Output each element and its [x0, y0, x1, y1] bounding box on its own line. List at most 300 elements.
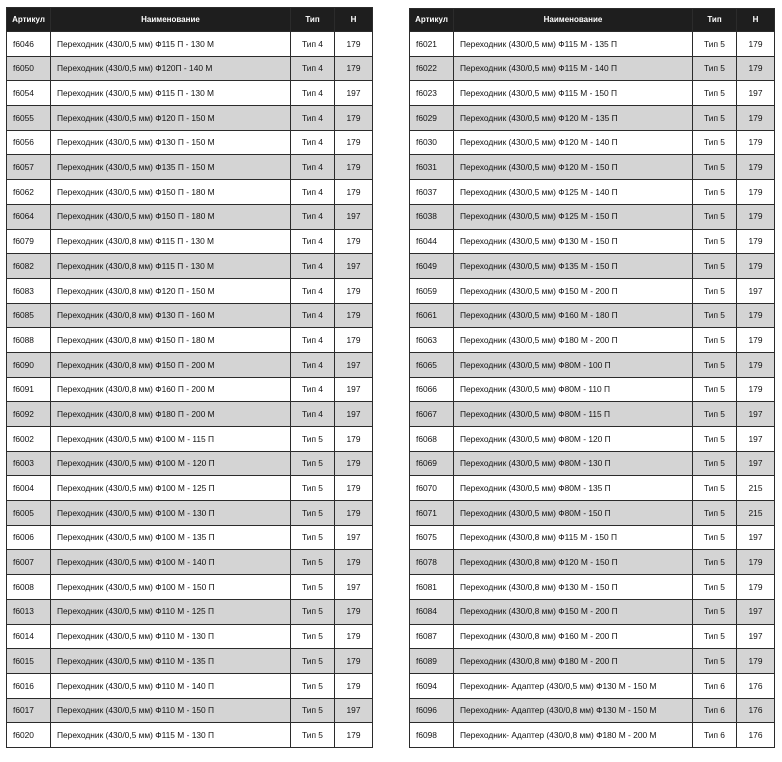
cell-type: Тип 5	[693, 649, 737, 674]
cell-type: Тип 5	[693, 352, 737, 377]
cell-type: Тип 6	[693, 673, 737, 698]
cell-h: 179	[335, 130, 373, 155]
cell-article: f6066	[410, 377, 454, 402]
cell-type: Тип 5	[291, 575, 335, 600]
cell-article: f6007	[7, 550, 51, 575]
cell-h: 179	[737, 352, 775, 377]
cell-article: f6063	[410, 328, 454, 353]
cell-name: Переходник (430/0,5 мм) Ф80М - 100 П	[454, 352, 693, 377]
header-article: Артикул	[7, 8, 51, 32]
cell-name: Переходник (430/0,5 мм) Ф115 М - 150 П	[454, 81, 693, 106]
table-row	[410, 550, 775, 575]
cell-name: Переходник (430/0,8 мм) Ф180 М - 200 П	[454, 649, 693, 674]
cell-name: Переходник (430/0,5 мм) Ф100 М - 135 П	[51, 525, 291, 550]
table-header-row	[410, 9, 775, 32]
header-type: Тип	[291, 8, 335, 32]
cell-h: 179	[335, 303, 373, 328]
cell-article: f6088	[7, 328, 51, 353]
cell-article: f6038	[410, 204, 454, 229]
cell-name: Переходник (430/0,8 мм) Ф130 М - 150 П	[454, 575, 693, 600]
cell-h: 197	[335, 698, 373, 723]
cell-name: Переходник (430/0,8 мм) Ф150 П - 180 М	[51, 328, 291, 353]
cell-name: Переходник (430/0,5 мм) Ф80М - 120 П	[454, 427, 693, 452]
cell-article: f6098	[410, 723, 454, 748]
cell-type: Тип 5	[291, 476, 335, 501]
cell-type: Тип 5	[693, 81, 737, 106]
cell-article: f6075	[410, 525, 454, 550]
cell-type: Тип 5	[693, 575, 737, 600]
cell-type: Тип 4	[291, 352, 335, 377]
cell-article: f6003	[7, 451, 51, 476]
cell-name: Переходник (430/0,5 мм) Ф120 М - 150 П	[454, 155, 693, 180]
cell-h: 176	[737, 698, 775, 723]
cell-name: Переходник (430/0,5 мм) Ф115 П - 130 М	[51, 81, 291, 106]
cell-article: f6016	[7, 673, 51, 698]
cell-article: f6031	[410, 155, 454, 180]
cell-name: Переходник (430/0,8 мм) Ф180 П - 200 М	[51, 402, 291, 427]
cell-article: f6090	[7, 352, 51, 377]
cell-h: 179	[737, 254, 775, 279]
cell-h: 197	[335, 81, 373, 106]
table-row	[410, 32, 775, 57]
table-row	[7, 599, 373, 624]
cell-name: Переходник (430/0,5 мм) Ф120П - 140 М	[51, 56, 291, 81]
cell-type: Тип 4	[291, 32, 335, 57]
cell-type: Тип 4	[291, 204, 335, 229]
cell-h: 179	[335, 278, 373, 303]
cell-article: f6091	[7, 377, 51, 402]
cell-name: Переходник (430/0,5 мм) Ф100 М - 115 П	[51, 427, 291, 452]
cell-type: Тип 4	[291, 328, 335, 353]
table-row	[410, 476, 775, 501]
cell-type: Тип 5	[693, 278, 737, 303]
cell-type: Тип 5	[291, 723, 335, 748]
table-row	[410, 501, 775, 526]
cell-article: f6096	[410, 698, 454, 723]
table-row	[410, 303, 775, 328]
table-row	[7, 229, 373, 254]
cell-type: Тип 5	[693, 624, 737, 649]
cell-name: Переходник (430/0,5 мм) Ф100 М - 140 П	[51, 550, 291, 575]
cell-type: Тип 5	[693, 525, 737, 550]
cell-h: 179	[335, 155, 373, 180]
cell-type: Тип 5	[693, 476, 737, 501]
cell-article: f6044	[410, 229, 454, 254]
cell-type: Тип 5	[693, 501, 737, 526]
table-row	[410, 402, 775, 427]
table-row	[410, 81, 775, 106]
cell-name: Переходник (430/0,5 мм) Ф150 П - 180 М	[51, 180, 291, 205]
cell-name: Переходник (430/0,5 мм) Ф115 М - 130 П	[51, 723, 291, 748]
cell-article: f6059	[410, 278, 454, 303]
table-row	[7, 303, 373, 328]
cell-h: 179	[335, 599, 373, 624]
cell-type: Тип 5	[291, 550, 335, 575]
table-body-right	[410, 32, 775, 748]
cell-name: Переходник (430/0,5 мм) Ф130 П - 150 М	[51, 130, 291, 155]
cell-article: f6071	[410, 501, 454, 526]
cell-name: Переходник (430/0,8 мм) Ф160 М - 200 П	[454, 624, 693, 649]
table-row	[7, 402, 373, 427]
cell-name: Переходник (430/0,8 мм) Ф160 П - 200 М	[51, 377, 291, 402]
cell-type: Тип 4	[291, 106, 335, 131]
cell-article: f6005	[7, 501, 51, 526]
cell-name: Переходник (430/0,8 мм) Ф150 М - 200 П	[454, 599, 693, 624]
table-row	[7, 501, 373, 526]
table-row	[410, 624, 775, 649]
table-row	[410, 352, 775, 377]
table-row	[7, 130, 373, 155]
cell-article: f6062	[7, 180, 51, 205]
table-row	[7, 575, 373, 600]
cell-h: 197	[737, 525, 775, 550]
cell-article: f6013	[7, 599, 51, 624]
cell-h: 215	[737, 476, 775, 501]
cell-name: Переходник (430/0,5 мм) Ф115 П - 130 М	[51, 32, 291, 57]
cell-h: 197	[335, 575, 373, 600]
cell-type: Тип 4	[291, 155, 335, 180]
cell-type: Тип 4	[291, 254, 335, 279]
cell-article: f6002	[7, 427, 51, 452]
cell-h: 179	[737, 32, 775, 57]
cell-h: 197	[737, 624, 775, 649]
cell-type: Тип 5	[693, 254, 737, 279]
cell-h: 179	[335, 476, 373, 501]
cell-article: f6022	[410, 56, 454, 81]
cell-type: Тип 5	[693, 106, 737, 131]
cell-article: f6020	[7, 723, 51, 748]
cell-type: Тип 5	[291, 451, 335, 476]
cell-type: Тип 6	[693, 723, 737, 748]
cell-h: 197	[335, 525, 373, 550]
product-table-left	[6, 7, 373, 748]
cell-article: f6017	[7, 698, 51, 723]
cell-h: 179	[737, 550, 775, 575]
cell-name: Переходник (430/0,5 мм) Ф125 М - 140 П	[454, 180, 693, 205]
cell-name: Переходник- Адаптер (430/0,5 мм) Ф130 М - 150 М	[454, 673, 693, 698]
cell-article: f6049	[410, 254, 454, 279]
cell-name: Переходник (430/0,5 мм) Ф115 М - 135 П	[454, 32, 693, 57]
cell-article: f6094	[410, 673, 454, 698]
cell-name: Переходник (430/0,5 мм) Ф80М - 110 П	[454, 377, 693, 402]
cell-article: f6008	[7, 575, 51, 600]
cell-h: 179	[737, 575, 775, 600]
cell-article: f6023	[410, 81, 454, 106]
cell-type: Тип 4	[291, 402, 335, 427]
cell-name: Переходник (430/0,5 мм) Ф110 М - 125 П	[51, 599, 291, 624]
cell-article: f6055	[7, 106, 51, 131]
table-row	[7, 427, 373, 452]
cell-article: f6068	[410, 427, 454, 452]
table-row	[7, 525, 373, 550]
cell-article: f6070	[410, 476, 454, 501]
cell-name: Переходник (430/0,5 мм) Ф160 М - 180 П	[454, 303, 693, 328]
header-name: Наименование	[51, 8, 291, 32]
cell-name: Переходник (430/0,5 мм) Ф110 М - 140 П	[51, 673, 291, 698]
cell-type: Тип 5	[693, 130, 737, 155]
cell-article: f6069	[410, 451, 454, 476]
cell-type: Тип 5	[693, 303, 737, 328]
cell-name: Переходник (430/0,8 мм) Ф115 М - 150 П	[454, 525, 693, 550]
cell-type: Тип 5	[291, 624, 335, 649]
cell-article: f6065	[410, 352, 454, 377]
cell-h: 179	[335, 56, 373, 81]
cell-article: f6083	[7, 278, 51, 303]
cell-h: 179	[335, 106, 373, 131]
cell-article: f6084	[410, 599, 454, 624]
cell-type: Тип 4	[291, 303, 335, 328]
cell-article: f6046	[7, 32, 51, 57]
cell-name: Переходник (430/0,8 мм) Ф120 М - 150 П	[454, 550, 693, 575]
cell-h: 176	[737, 723, 775, 748]
cell-h: 179	[737, 130, 775, 155]
cell-article: f6015	[7, 649, 51, 674]
cell-name: Переходник (430/0,5 мм) Ф115 М - 140 П	[454, 56, 693, 81]
cell-name: Переходник (430/0,5 мм) Ф150 М - 200 П	[454, 278, 693, 303]
table-row	[410, 278, 775, 303]
cell-type: Тип 5	[291, 501, 335, 526]
cell-type: Тип 5	[291, 698, 335, 723]
header-type: Тип	[693, 9, 737, 32]
cell-h: 179	[335, 649, 373, 674]
cell-article: f6078	[410, 550, 454, 575]
table-row	[7, 278, 373, 303]
cell-h: 179	[335, 180, 373, 205]
cell-type: Тип 4	[291, 229, 335, 254]
cell-name: Переходник (430/0,8 мм) Ф115 П - 130 М	[51, 254, 291, 279]
cell-h: 197	[737, 402, 775, 427]
cell-article: f6064	[7, 204, 51, 229]
cell-name: Переходник (430/0,5 мм) Ф100 М - 130 П	[51, 501, 291, 526]
cell-article: f6082	[7, 254, 51, 279]
cell-h: 179	[737, 649, 775, 674]
cell-h: 176	[737, 673, 775, 698]
table-row	[7, 56, 373, 81]
cell-type: Тип 5	[693, 550, 737, 575]
cell-article: f6079	[7, 229, 51, 254]
cell-type: Тип 5	[291, 599, 335, 624]
cell-h: 179	[335, 501, 373, 526]
header-name: Наименование	[454, 9, 693, 32]
cell-h: 179	[335, 673, 373, 698]
cell-type: Тип 5	[291, 673, 335, 698]
cell-h: 179	[335, 32, 373, 57]
cell-h: 179	[335, 624, 373, 649]
cell-type: Тип 5	[693, 599, 737, 624]
cell-h: 197	[335, 402, 373, 427]
cell-h: 215	[737, 501, 775, 526]
header-article: Артикул	[410, 9, 454, 32]
cell-h: 179	[737, 377, 775, 402]
table-row	[410, 328, 775, 353]
cell-name: Переходник (430/0,5 мм) Ф135 П - 150 М	[51, 155, 291, 180]
cell-h: 179	[737, 155, 775, 180]
cell-type: Тип 5	[693, 229, 737, 254]
cell-name: Переходник (430/0,5 мм) Ф130 М - 150 П	[454, 229, 693, 254]
table-row	[410, 723, 775, 748]
table-row	[7, 673, 373, 698]
cell-h: 179	[335, 723, 373, 748]
cell-h: 197	[737, 427, 775, 452]
cell-type: Тип 5	[693, 155, 737, 180]
cell-name: Переходник (430/0,8 мм) Ф150 П - 200 М	[51, 352, 291, 377]
cell-article: f6050	[7, 56, 51, 81]
cell-type: Тип 5	[693, 204, 737, 229]
cell-name: Переходник (430/0,5 мм) Ф80М - 150 П	[454, 501, 693, 526]
cell-article: f6037	[410, 180, 454, 205]
product-table-right	[409, 8, 775, 748]
cell-type: Тип 5	[693, 32, 737, 57]
table-row	[410, 130, 775, 155]
cell-name: Переходник (430/0,8 мм) Ф120 П - 150 М	[51, 278, 291, 303]
table-row	[410, 56, 775, 81]
table-row	[410, 599, 775, 624]
cell-type: Тип 5	[693, 427, 737, 452]
cell-type: Тип 5	[693, 180, 737, 205]
table-header-row	[7, 8, 373, 32]
cell-name: Переходник (430/0,5 мм) Ф120 П - 150 М	[51, 106, 291, 131]
cell-name: Переходник (430/0,8 мм) Ф130 П - 160 М	[51, 303, 291, 328]
cell-h: 179	[737, 56, 775, 81]
cell-h: 179	[737, 303, 775, 328]
cell-name: Переходник (430/0,5 мм) Ф80М - 115 П	[454, 402, 693, 427]
cell-name: Переходник (430/0,5 мм) Ф80М - 130 П	[454, 451, 693, 476]
cell-name: Переходник (430/0,5 мм) Ф135 М - 150 П	[454, 254, 693, 279]
header-h: Н	[335, 8, 373, 32]
cell-article: f6061	[410, 303, 454, 328]
cell-h: 197	[737, 278, 775, 303]
table-row	[410, 673, 775, 698]
cell-h: 179	[737, 328, 775, 353]
table-row	[410, 427, 775, 452]
table-row	[7, 550, 373, 575]
cell-type: Тип 4	[291, 130, 335, 155]
table-row	[410, 106, 775, 131]
cell-article: f6014	[7, 624, 51, 649]
cell-h: 179	[335, 328, 373, 353]
cell-name: Переходник- Адаптер (430/0,8 мм) Ф180 М - 200 М	[454, 723, 693, 748]
table-row	[410, 204, 775, 229]
cell-article: f6081	[410, 575, 454, 600]
cell-h: 179	[335, 427, 373, 452]
cell-name: Переходник (430/0,5 мм) Ф110 М - 130 П	[51, 624, 291, 649]
cell-type: Тип 4	[291, 81, 335, 106]
cell-h: 197	[737, 599, 775, 624]
table-row	[410, 155, 775, 180]
cell-h: 179	[737, 229, 775, 254]
cell-type: Тип 5	[693, 377, 737, 402]
cell-h: 179	[335, 229, 373, 254]
table-row	[7, 723, 373, 748]
cell-name: Переходник (430/0,8 мм) Ф115 П - 130 М	[51, 229, 291, 254]
table-row	[7, 81, 373, 106]
table-body-left	[7, 32, 373, 748]
cell-h: 179	[335, 550, 373, 575]
cell-h: 179	[737, 204, 775, 229]
header-h: Н	[737, 9, 775, 32]
cell-h: 197	[335, 204, 373, 229]
cell-type: Тип 5	[291, 525, 335, 550]
cell-h: 197	[335, 377, 373, 402]
cell-article: f6087	[410, 624, 454, 649]
cell-article: f6057	[7, 155, 51, 180]
table-row	[410, 229, 775, 254]
table-row	[410, 254, 775, 279]
cell-h: 179	[335, 451, 373, 476]
cell-article: f6029	[410, 106, 454, 131]
cell-article: f6006	[7, 525, 51, 550]
table-row	[7, 254, 373, 279]
cell-name: Переходник (430/0,5 мм) Ф120 М - 140 П	[454, 130, 693, 155]
cell-article: f6054	[7, 81, 51, 106]
table-row	[410, 575, 775, 600]
cell-name: Переходник (430/0,5 мм) Ф120 М - 135 П	[454, 106, 693, 131]
cell-name: Переходник (430/0,5 мм) Ф80М - 135 П	[454, 476, 693, 501]
cell-type: Тип 4	[291, 377, 335, 402]
table-row	[7, 155, 373, 180]
cell-h: 179	[737, 106, 775, 131]
cell-article: f6056	[7, 130, 51, 155]
cell-type: Тип 5	[693, 451, 737, 476]
cell-type: Тип 5	[291, 427, 335, 452]
cell-h: 197	[335, 352, 373, 377]
table-row	[7, 476, 373, 501]
cell-type: Тип 5	[693, 328, 737, 353]
table-row	[410, 525, 775, 550]
table-row	[7, 204, 373, 229]
table-row	[410, 451, 775, 476]
cell-name: Переходник- Адаптер (430/0,8 мм) Ф130 М - 150 М	[454, 698, 693, 723]
cell-type: Тип 6	[693, 698, 737, 723]
table-row	[7, 352, 373, 377]
cell-type: Тип 5	[693, 56, 737, 81]
table-row	[410, 377, 775, 402]
cell-h: 197	[335, 254, 373, 279]
cell-h: 179	[737, 180, 775, 205]
cell-article: f6021	[410, 32, 454, 57]
cell-type: Тип 5	[693, 402, 737, 427]
table-row	[7, 698, 373, 723]
cell-article: f6067	[410, 402, 454, 427]
table-row	[7, 649, 373, 674]
cell-type: Тип 4	[291, 278, 335, 303]
cell-article: f6089	[410, 649, 454, 674]
cell-type: Тип 4	[291, 180, 335, 205]
cell-name: Переходник (430/0,5 мм) Ф125 М - 150 П	[454, 204, 693, 229]
table-row	[410, 180, 775, 205]
table-row	[7, 451, 373, 476]
table-row	[7, 180, 373, 205]
table-row	[410, 649, 775, 674]
table-row	[7, 624, 373, 649]
cell-name: Переходник (430/0,5 мм) Ф100 М - 150 П	[51, 575, 291, 600]
cell-name: Переходник (430/0,5 мм) Ф110 М - 135 П	[51, 649, 291, 674]
cell-name: Переходник (430/0,5 мм) Ф100 М - 120 П	[51, 451, 291, 476]
table-row	[7, 328, 373, 353]
cell-type: Тип 5	[291, 649, 335, 674]
table-row	[7, 106, 373, 131]
cell-article: f6030	[410, 130, 454, 155]
table-row	[7, 32, 373, 57]
cell-type: Тип 4	[291, 56, 335, 81]
cell-name: Переходник (430/0,5 мм) Ф110 М - 150 П	[51, 698, 291, 723]
cell-h: 197	[737, 81, 775, 106]
cell-h: 197	[737, 451, 775, 476]
cell-article: f6085	[7, 303, 51, 328]
cell-name: Переходник (430/0,5 мм) Ф180 М - 200 П	[454, 328, 693, 353]
cell-name: Переходник (430/0,5 мм) Ф150 П - 180 М	[51, 204, 291, 229]
cell-article: f6092	[7, 402, 51, 427]
